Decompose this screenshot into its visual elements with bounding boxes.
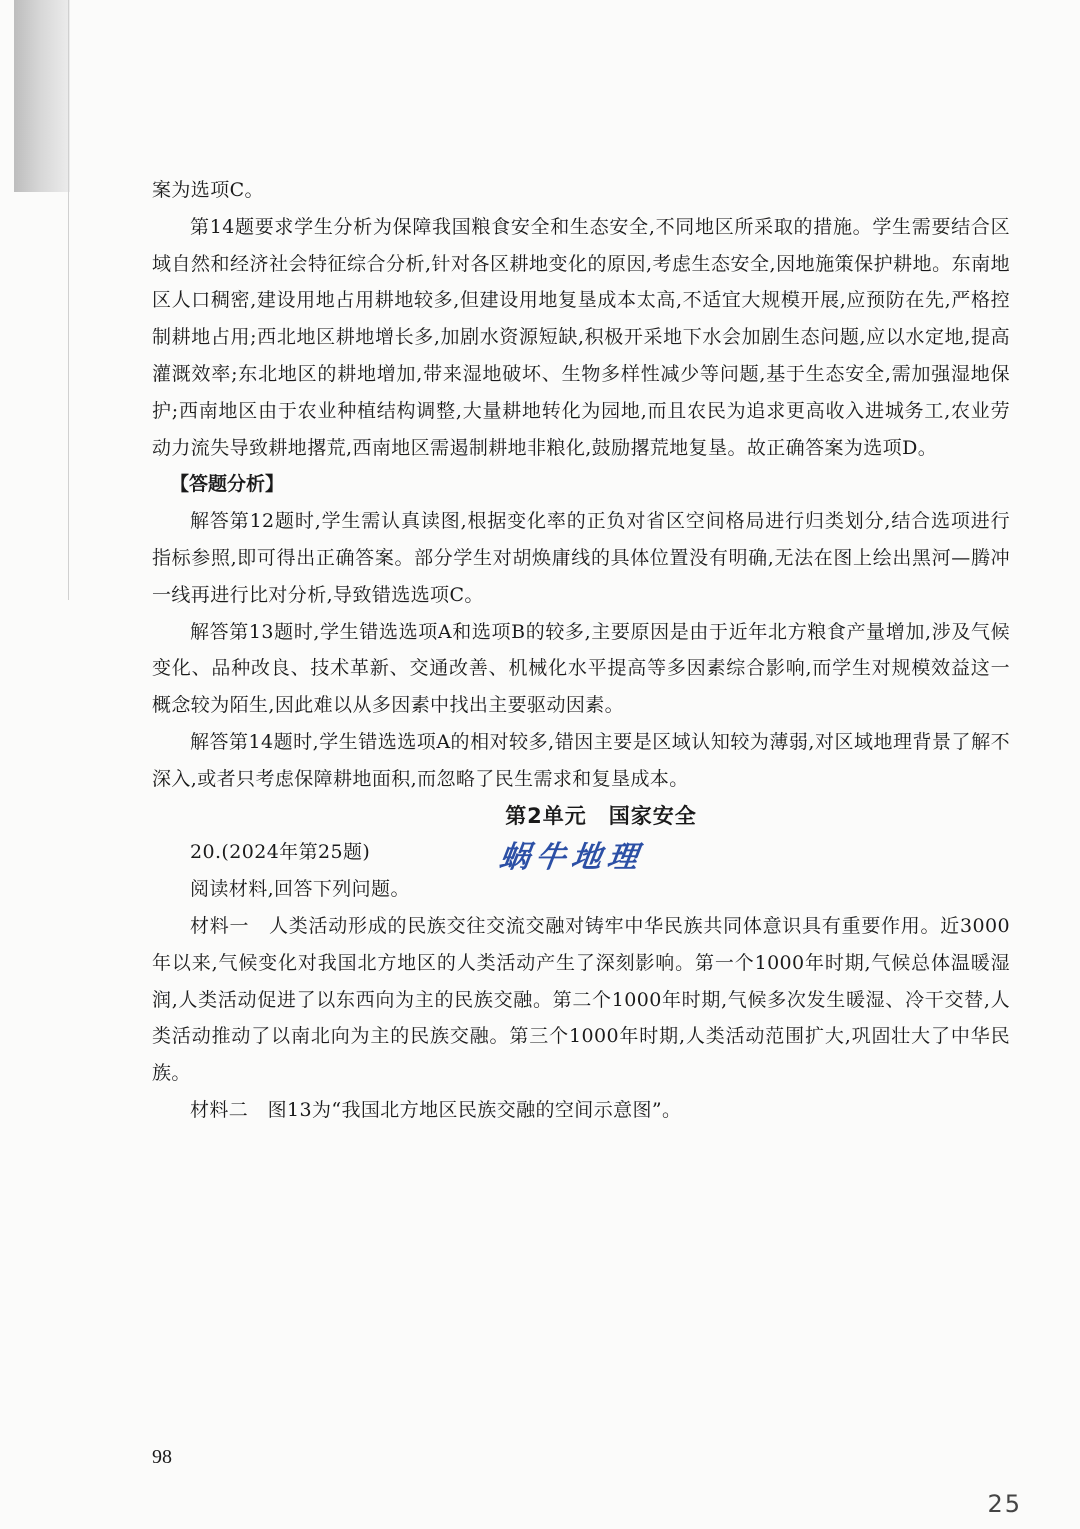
page-content [152,172,1010,1129]
paragraph-analysis-q14: 解答第14题时,学生错选选项A的相对较多,错因主要是区域认知较为薄弱,对区域地理背景了解不深入,或者只考虑保障耕地面积,而忽略了民生需求和复垦成本。 [152,730,1010,790]
paragraph-analysis-q12: 解答第12题时,学生需认真读图,根据变化率的正负对省区空间格局进行归类划分,结合选项进行指标参照,即可得出正确答案。部分学生对胡焕庸线的具体位置没有明确,无法在图上绘出黑河—腾冲一线再进行比对分析,导致错选选项C。 [152,510,1010,606]
page-fold-line [68,0,69,600]
unit-title: 第2单元 国家安全 [505,803,697,828]
scan-page-counter: 25 [987,1490,1022,1518]
question-row [152,834,1010,876]
scan-edge-shadow [14,0,70,192]
continuation-text: 案为选项C。 [152,179,264,201]
material-one: 材料一 人类活动形成的民族交往交流交融对铸牢中华民族共同体意识具有重要作用。近3000年以来,气候变化对我国北方地区的人类活动产生了深刻影响。第一个1000年时期,气候总体温暖湿润,人类活动促进了以东西向为主的民族交融。第二个1000年时期,气候多次发生暖湿、冷干交替,人类活动推动了以南北向为主的民族交融。第三个1000年时期,人类活动范围扩大,巩固壮大了中华民族。 [152,914,1010,1085]
question-instruction: 阅读材料,回答下列问题。 [190,878,410,901]
watermark-logo: 蜗牛地理 [497,840,646,876]
material-two: 材料二 图13为“我国北方地区民族交融的空间示意图”。 [190,1098,682,1121]
page-number: 98 [152,1446,172,1468]
paragraph-q14-explanation: 第14题要求学生分析为保障我国粮食安全和生态安全,不同地区所采取的措施。学生需要结合区域自然和经济社会特征综合分析,针对各区耕地变化的原因,考虑生态安全,因地施策保护耕地。东南地区人口稠密,建设用地占用耕地较多,但建设用地复垦成本太高,不适宜大规模开展,应预防在先,严格控制耕地占用;西北地区耕地增长多,加剧水资源短缺,积极开采地下水会加剧生态问题,应以水定地,提高灌溉效率;东北地区的耕地增加,带来湿地破坏、生物多样性减少等问题,基于生态安全,需加强湿地保护;西南地区由于农业种植结构调整,大量耕地转化为园地,而且农民为追求更高收入进城务工,农业劳动力流失导致耕地撂荒,西南地区需遏制耕地非粮化,鼓励撂荒地复垦。故正确答案为选项D。 [152,215,1010,459]
analysis-heading: 【答题分析】 [170,473,285,496]
paragraph-analysis-q13: 解答第13题时,学生错选选项A和选项B的较多,主要原因是由于近年北方粮食产量增加,涉及气候变化、品种改良、技术革新、交通改善、机械化水平提高等多因素综合影响,而学生对规模效益这一概念较为陌生,因此难以从多因素中找出主要驱动因素。 [152,620,1010,717]
question-number: 20.(2024年第25题) [190,841,371,864]
